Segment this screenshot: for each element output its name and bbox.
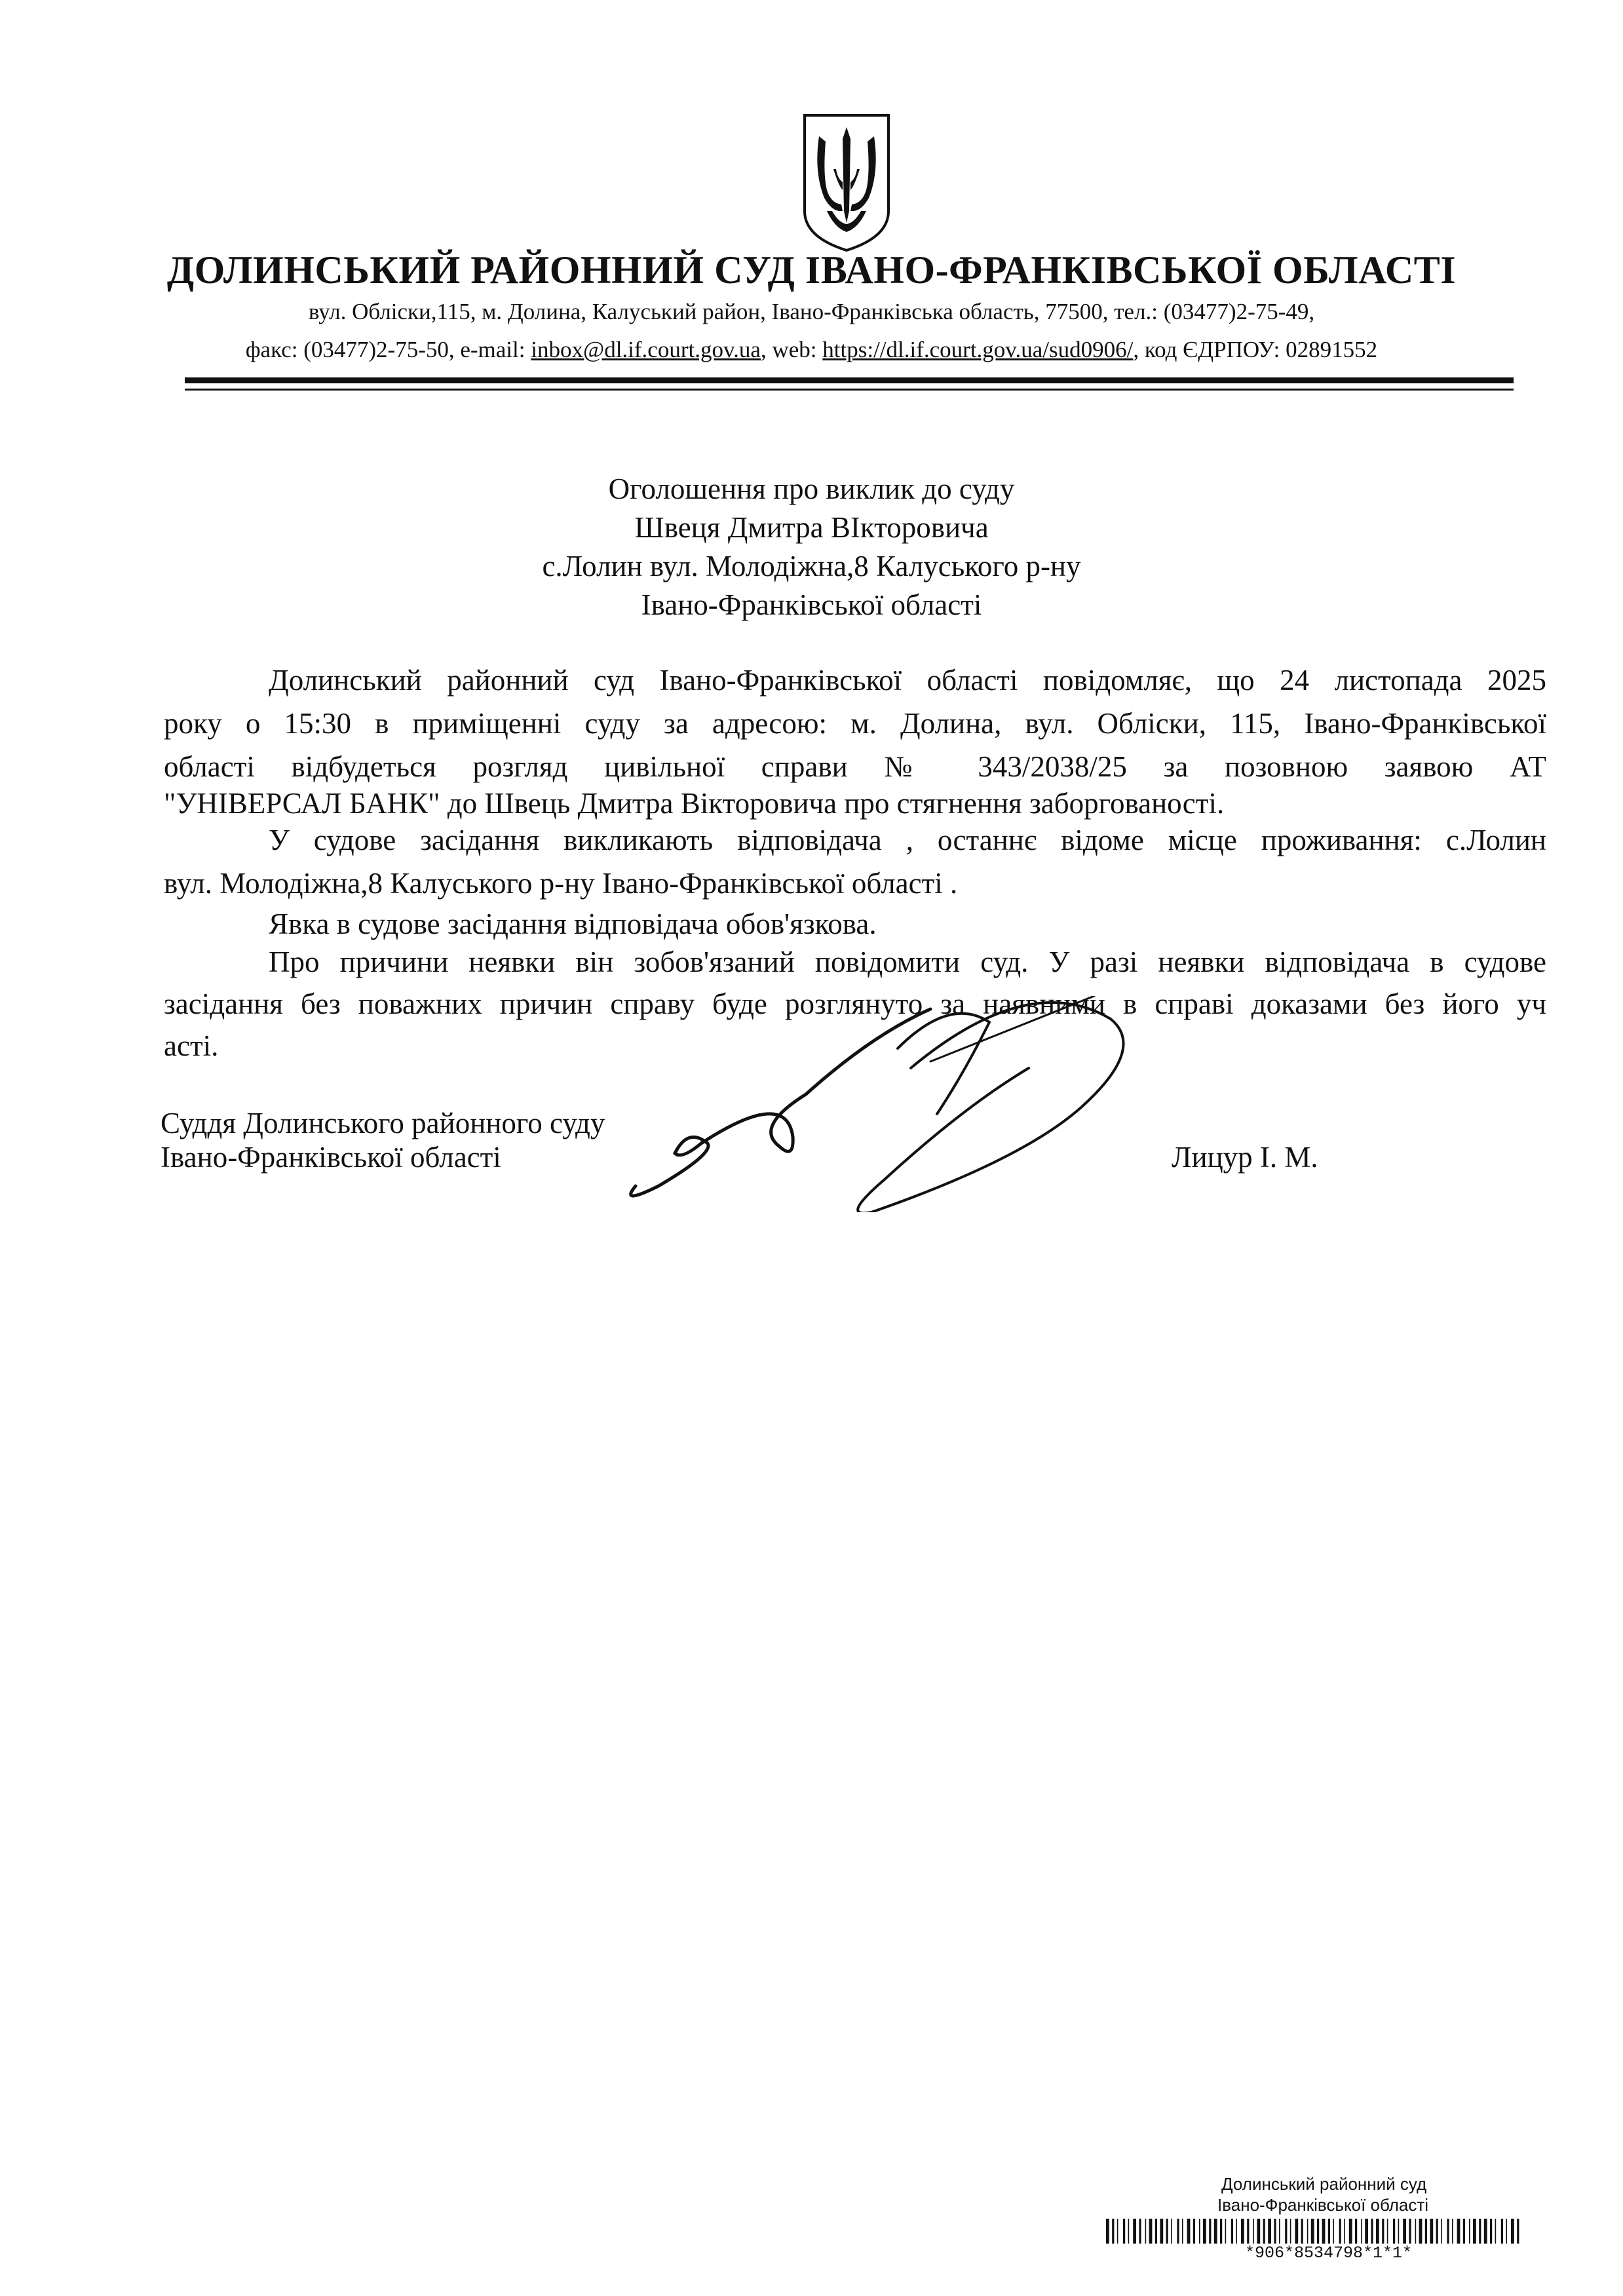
- barcode-bar: [1457, 2219, 1461, 2244]
- handwritten-signature-icon: [622, 996, 1134, 1212]
- barcode-bar: [1199, 2219, 1200, 2244]
- website-link[interactable]: https://dl.if.court.gov.ua/sud0906/: [822, 337, 1134, 362]
- barcode-bar: [1333, 2219, 1334, 2244]
- barcode-bar: [1253, 2219, 1254, 2244]
- barcode-bar: [1344, 2219, 1345, 2244]
- barcode-bar: [1145, 2219, 1147, 2244]
- barcode-bar: [1393, 2219, 1395, 2244]
- barcode-bar: [1285, 2219, 1287, 2244]
- barcode-bar: [1349, 2219, 1352, 2244]
- barcode-bar: [1425, 2219, 1427, 2244]
- barcode-bar: [1398, 2219, 1400, 2244]
- barcode-bar: [1123, 2219, 1125, 2244]
- barcode-bar: [1361, 2219, 1362, 2244]
- barcode-bar: [1301, 2219, 1303, 2244]
- barcode-bar: [1290, 2219, 1291, 2244]
- barcode-bar: [1241, 2219, 1244, 2244]
- barcode-bar: [1182, 2219, 1183, 2244]
- barcode-bar: [1328, 2219, 1330, 2244]
- registry-stamp-court: Долинський районний суд: [1221, 2174, 1427, 2194]
- barcode-bar: [1236, 2219, 1237, 2244]
- barcode-bar: [1160, 2219, 1163, 2244]
- barcode-bar: [1436, 2219, 1438, 2244]
- barcode-bar: [1490, 2219, 1492, 2244]
- judge-title: Суддя Долинського районного суду: [161, 1107, 605, 1139]
- paragraph-4-line: асті.: [164, 1029, 219, 1062]
- barcode-bar: [1155, 2219, 1157, 2244]
- barcode-bar: [1166, 2219, 1168, 2244]
- email-link[interactable]: inbox@dl.if.court.gov.ua: [531, 337, 761, 362]
- barcode-bar: [1117, 2219, 1118, 2244]
- header-divider-thick: [185, 377, 1514, 383]
- barcode-bar: [1203, 2219, 1206, 2244]
- barcode-bar: [1387, 2219, 1388, 2244]
- paragraph-2-line: У судове засідання викликають відповідача , останнє відоме місце проживання: с.Лолин: [269, 824, 1546, 856]
- barcode-bar: [1382, 2219, 1384, 2244]
- barcode-bar: [1268, 2219, 1271, 2244]
- barcode-bar: [1517, 2219, 1519, 2244]
- barcode-bar: [1322, 2219, 1326, 2244]
- paragraph-2-line: вул. Молодіжна,8 Калуського р-ну Івано-Франківської області .: [164, 867, 958, 900]
- trident-emblem-icon: [801, 113, 892, 253]
- paragraph-1-line: області відбудеться розгляд цивільної справи № 343/2038/25 за позовною заявою АТ: [164, 750, 1546, 783]
- barcode-number: *906*8534798*1*1*: [1245, 2244, 1413, 2263]
- barcode-bar: [1473, 2219, 1476, 2244]
- barcode-bar: [1511, 2219, 1514, 2244]
- registry-stamp-region: Івано-Франківської області: [1217, 2195, 1429, 2215]
- barcode-bar: [1209, 2219, 1211, 2244]
- barcode-bar: [1484, 2219, 1487, 2244]
- barcode-bar: [1311, 2219, 1314, 2244]
- edrpou-code: , код ЄДРПОУ: 02891552: [1133, 337, 1378, 362]
- barcode-bar: [1376, 2219, 1379, 2244]
- barcode-bar: [1506, 2219, 1507, 2244]
- paragraph-1-line: року о 15:30 в приміщенні суду за адресою: м. Долина, вул. Обліски, 115, Івано-Франківської: [164, 707, 1546, 740]
- barcode-bar: [1257, 2219, 1260, 2244]
- registry-barcode: [1106, 2219, 1524, 2244]
- barcode-bar: [1139, 2219, 1141, 2244]
- barcode-bar: [1193, 2219, 1195, 2244]
- barcode-bar: [1214, 2219, 1217, 2244]
- court-contacts: [0, 337, 1623, 363]
- judge-title-region: Івано-Франківської області: [161, 1141, 501, 1174]
- barcode-bar: [1225, 2219, 1227, 2244]
- barcode-bar: [1231, 2219, 1233, 2244]
- barcode-bar: [1447, 2219, 1449, 2244]
- barcode-bar: [1430, 2219, 1433, 2244]
- barcode-bar: [1171, 2219, 1172, 2244]
- court-name-heading: ДОЛИНСЬКИЙ РАЙОННИЙ СУД ІВАНО-ФРАНКІВСЬКОЇ ОБЛАСТІ: [166, 248, 1457, 292]
- notice-addressee-region: Івано-Франківської області: [641, 588, 982, 621]
- barcode-bar: [1112, 2219, 1114, 2244]
- barcode-bar: [1365, 2219, 1368, 2244]
- barcode-bar: [1409, 2219, 1411, 2244]
- barcode-bar: [1419, 2219, 1423, 2244]
- header-divider-thin: [185, 389, 1514, 391]
- barcode-bar: [1495, 2219, 1497, 2244]
- barcode-bar: [1501, 2219, 1503, 2244]
- barcode-bar: [1371, 2219, 1373, 2244]
- barcode-bar: [1133, 2219, 1136, 2244]
- notice-addressee-name: Швеця Дмитра ВІкторовича: [634, 511, 989, 544]
- barcode-bar: [1403, 2219, 1406, 2244]
- paragraph-4-line: засідання без поважних причин справу буде розглянуто за наявними в справі доказами без його уч: [164, 987, 1546, 1020]
- barcode-bar: [1469, 2219, 1470, 2244]
- barcode-bar: [1263, 2219, 1265, 2244]
- barcode-bar: [1441, 2219, 1442, 2244]
- barcode-bar: [1463, 2219, 1465, 2244]
- barcode-bar: [1128, 2219, 1130, 2244]
- paragraph-4-line: Про причини неявки він зобов'язаний повідомити суд. У разі неявки відповідача в судове: [269, 946, 1546, 978]
- barcode-bar: [1307, 2219, 1308, 2244]
- barcode-bar: [1452, 2219, 1453, 2244]
- barcode-bar: [1479, 2219, 1481, 2244]
- web-label: , web:: [760, 337, 823, 362]
- notice-title: Оголошення про виклик до суду: [608, 472, 1015, 505]
- paragraph-3: Явка в судове засідання відповідача обов'язкова.: [269, 908, 877, 940]
- barcode-bar: [1187, 2219, 1191, 2244]
- barcode-bar: [1247, 2219, 1249, 2244]
- barcode-bar: [1279, 2219, 1280, 2244]
- barcode-bar: [1355, 2219, 1357, 2244]
- barcode-bar: [1106, 2219, 1109, 2244]
- barcode-bar: [1317, 2219, 1319, 2244]
- barcode-bar: [1220, 2219, 1222, 2244]
- barcode-bar: [1177, 2219, 1179, 2244]
- barcode-bar: [1274, 2219, 1276, 2244]
- barcode-bar: [1339, 2219, 1341, 2244]
- notice-addressee-address: с.Лолин вул. Молодіжна,8 Калуського р-ну: [542, 550, 1081, 583]
- barcode-bar: [1415, 2219, 1417, 2244]
- paragraph-1-line: "УНІВЕРСАЛ БАНК" до Швець Дмитра Вікторовича про стягнення заборгованості.: [164, 787, 1225, 820]
- judge-name: Лицур І. М.: [1172, 1141, 1318, 1174]
- barcode-bar: [1295, 2219, 1298, 2244]
- paragraph-1-line: Долинський районний суд Івано-Франківської області повідомляє, що 24 листопада 2025: [269, 664, 1546, 697]
- court-address: вул. Обліски,115, м. Долина, Калуський район, Івано-Франківська область, 77500, тел.: (03477)2-75-49,: [308, 299, 1315, 324]
- barcode-bar: [1149, 2219, 1153, 2244]
- fax-label: факс: (03477)2-75-50, e-mail:: [245, 337, 531, 362]
